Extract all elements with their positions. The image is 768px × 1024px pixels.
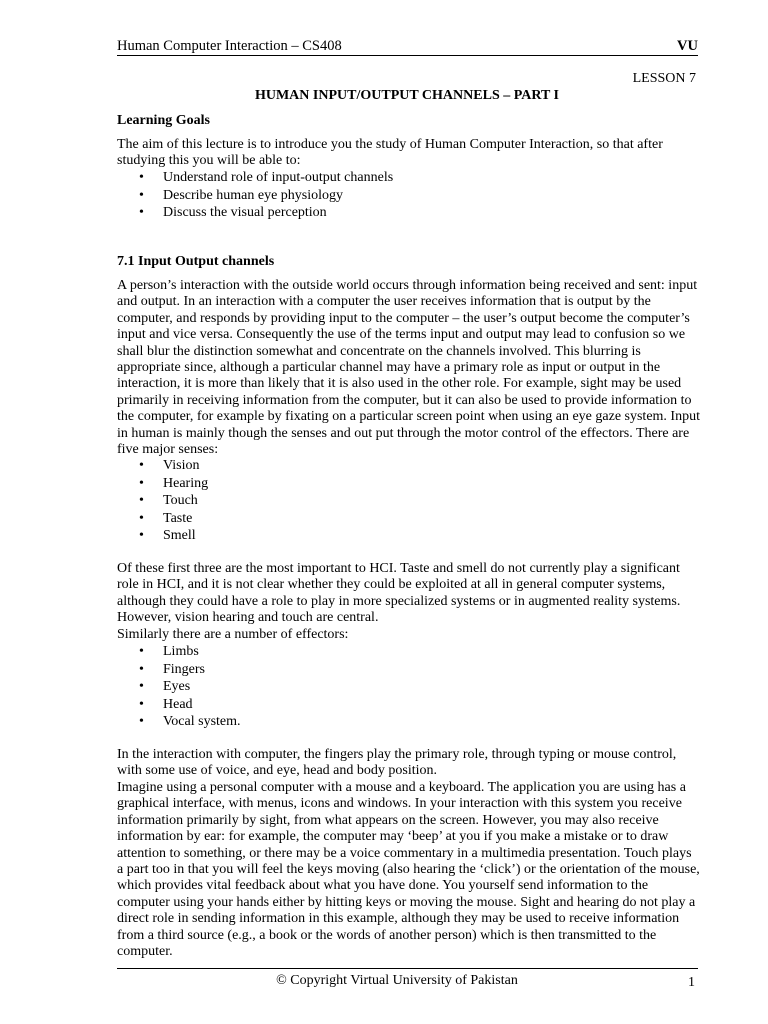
lecture-title: HUMAN INPUT/OUTPUT CHANNELS – PART I	[254, 88, 560, 103]
senses-list	[139, 457, 208, 545]
paragraph-io-channels: A person’s interaction with the outside world occurs through information being received and sent: input and output. In an interaction with a computer the user receives information that is output by the computer, and responds by providing input to the computer – the user’s output become the computer’s input and vice versa. Consequently the use of the terms input and output may lead to confusion so we shall blur the distinction somewhat and concentrate on the channels involved. This blurring is appropriate since, although a particular channel may have a primary role as input or output in the interaction, it is more than likely that it is also used in the other role. For example, sight may be used primarily in receiving information from the computer, but it can also be used to provide information to the computer, for example by fixating on a particular screen point when using an eye gaze system. Input in human is mainly though the senses and out put through the motor control of the effectors. There are five major senses:	[117, 278, 700, 458]
list-item: • Head	[139, 696, 241, 714]
institution-abbrev: VU	[677, 38, 698, 54]
list-item: • Limbs	[139, 643, 241, 661]
paragraph-effectors-intro: Similarly there are a number of effectors:	[117, 627, 349, 642]
list-item: • Eyes	[139, 678, 241, 696]
page-footer	[117, 968, 698, 990]
list-item: • Taste	[139, 510, 208, 528]
list-item: • Smell	[139, 527, 208, 545]
lesson-label: LESSON 7	[632, 71, 696, 86]
copyright-notice: © Copyright Virtual University of Pakistan	[276, 973, 518, 988]
list-item: • Discuss the visual perception	[139, 204, 393, 222]
effectors-list	[139, 643, 241, 731]
learning-goals-heading: Learning Goals	[117, 113, 210, 128]
paragraph-fingers: In the interaction with computer, the fingers play the primary role, through typing or mouse control, with some use of voice, and eye, head and body position.	[117, 747, 677, 779]
learning-goals-intro: The aim of this lecture is to introduce you the study of Human Computer Interaction, so that after studying this you will be able to:	[117, 137, 663, 169]
paragraph-senses: Of these first three are the most important to HCI. Taste and smell do not currently play a significant role in HCI, and it is not clear whether they could be exploited at all in general computer systems, although they could have a role to play in more specialized systems or in augmented reality systems. However, vision hearing and touch are central.	[117, 561, 681, 626]
list-item: • Vision	[139, 457, 208, 475]
list-item: • Hearing	[139, 475, 208, 493]
course-title: Human Computer Interaction – CS408	[117, 38, 342, 54]
page-header	[117, 37, 698, 56]
list-item: • Touch	[139, 492, 208, 510]
learning-goals-list	[139, 169, 393, 222]
paragraph-personal-computer: Imagine using a personal computer with a mouse and a keyboard. The application you are using has a graphical interface, with menus, icons and windows. In your interaction with this system you receive information primarily by sight, from what appears on the screen. However, you may also receive information by ear: for example, the computer may ‘beep’ at you if you make a mistake or to draw attention to something, or there may be a voice commentary in a multimedia presentation. Touch plays a part too in that you will feel the keys moving (also hearing the ‘click’) or the orientation of the mouse, which provides vital feedback about what you have done. You yourself send information to the computer using your hands either by hitting keys or moving the mouse. Sight and hearing do not play a direct role in sending information in this example, although they may be used to receive information from a third source (e.g., a book or the words of another person) which is then transmitted to the computer.	[117, 780, 700, 960]
section-heading: 7.1 Input Output channels	[117, 254, 275, 269]
list-item: • Vocal system.	[139, 713, 241, 731]
list-item: • Fingers	[139, 661, 241, 679]
list-item: • Understand role of input-output channels	[139, 169, 393, 187]
list-item: • Describe human eye physiology	[139, 187, 393, 205]
page-number: 1	[688, 975, 695, 990]
